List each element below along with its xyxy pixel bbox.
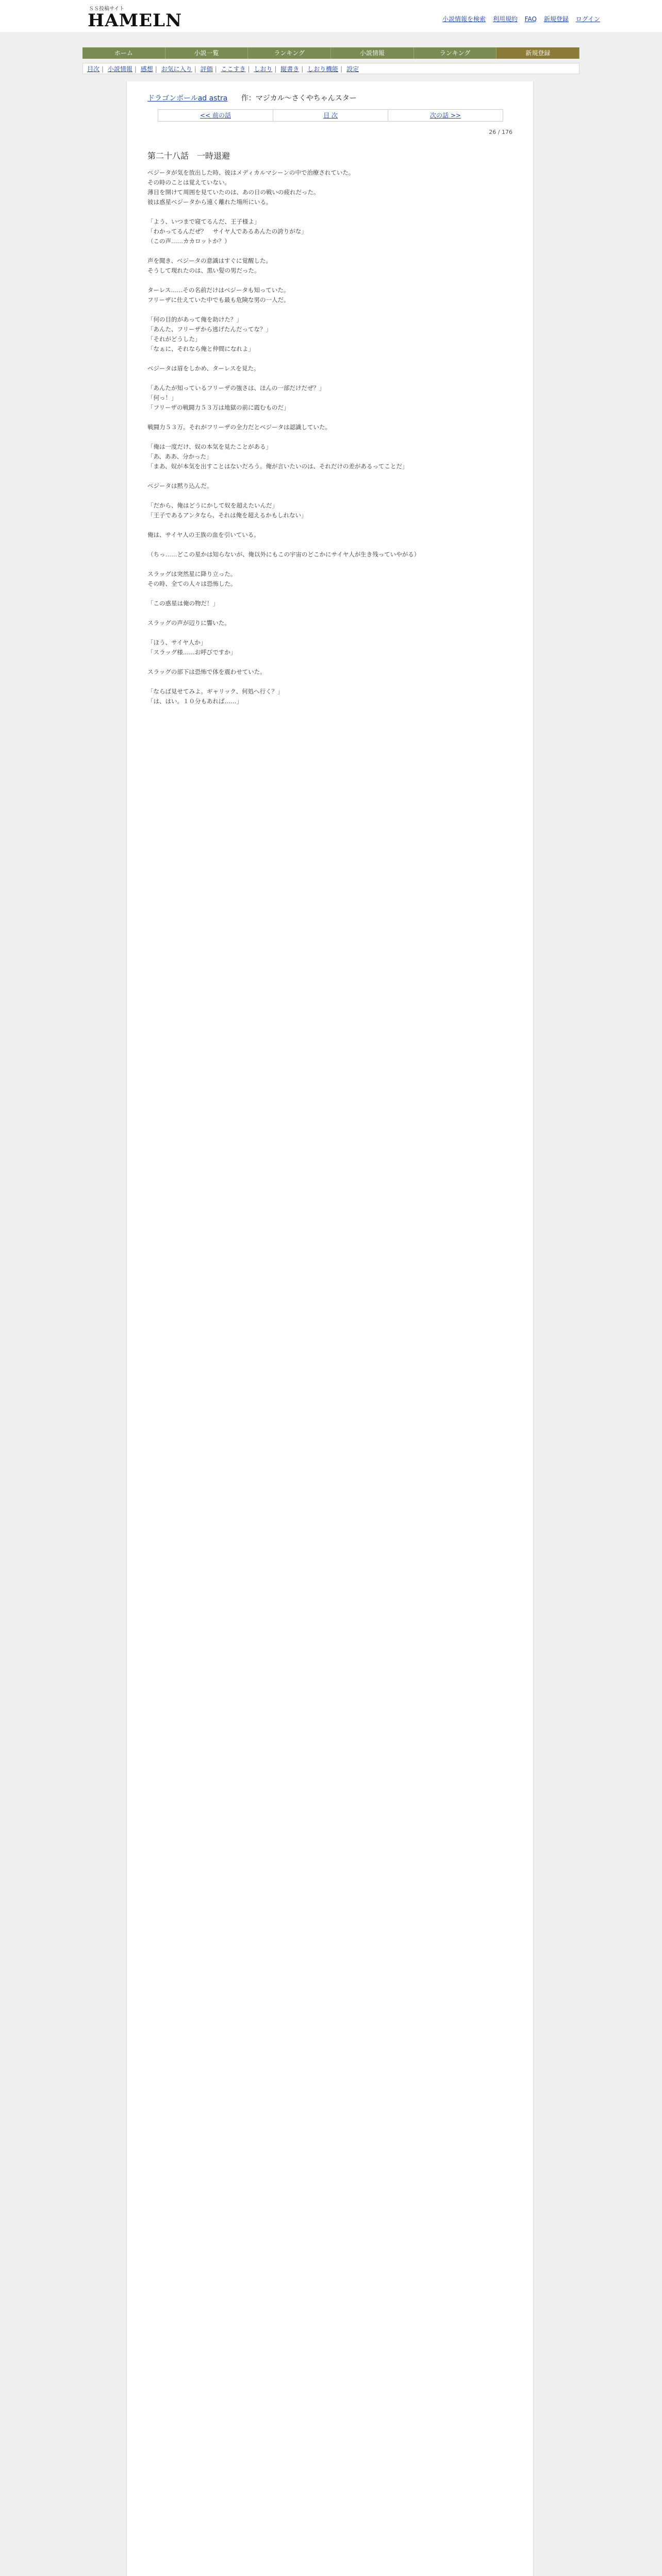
- chapter-paragraph: 俺は、サイヤ人の王族の血を引いている。: [147, 531, 260, 538]
- chapter-paragraph: （この声……カカロットか？）: [147, 238, 230, 245]
- chapter-pager: [158, 109, 503, 122]
- paragraph-gap: [147, 677, 514, 687]
- logo-tagline: ＳＳ投稿サイト: [89, 6, 125, 12]
- subnav-koko-suki[interactable]: ここすき: [221, 65, 246, 73]
- prev-chapter-link[interactable]: << 前の話: [158, 110, 273, 121]
- paragraph-gap: [147, 657, 514, 667]
- chapter-paragraph: 「だから、俺はどうにかして奴を超えたいんだ」: [147, 502, 278, 509]
- nav-ranking-2[interactable]: ランキング: [414, 47, 497, 59]
- top-link-search[interactable]: 小説情報を検索: [442, 15, 486, 23]
- paragraph-gap: [147, 374, 514, 383]
- novel-header: [147, 93, 357, 103]
- paragraph-gap: [147, 628, 514, 638]
- paragraph-gap: [147, 540, 514, 550]
- chapter-paragraph: 「あんたが知っているフリーザの強さは、ほんの一部だけだぜ？」: [147, 384, 325, 392]
- chapter-paragraph: ベジータは眉をしかめ、ターレスを見た。: [147, 365, 260, 372]
- top-link-login[interactable]: ログイン: [575, 15, 600, 23]
- paragraph-gap: [147, 608, 514, 618]
- chapter-paragraph: ベジータが気を放出した時、彼はメディカルマシーンの中で治療されていた。: [147, 169, 355, 176]
- subnav-bookmark[interactable]: しおり: [254, 65, 273, 73]
- subnav-favorite[interactable]: お気に入り: [161, 65, 192, 73]
- top-link-faq[interactable]: FAQ: [524, 15, 537, 23]
- chapter-paragraph: ターレス……その名前だけはベジータも知っていた。: [147, 286, 290, 294]
- subnav-comments[interactable]: 感想: [140, 65, 153, 73]
- chapter-paragraph: その時のことは覚えていない。: [147, 179, 230, 186]
- chapter-paragraph: 「何の目的があって俺を助けた？」: [147, 316, 242, 323]
- author-label: 作：マジカル～さくやちゃんスター: [241, 94, 357, 103]
- chapter-paragraph: スラッグは突然星に降り立った。: [147, 570, 237, 578]
- chapter-paragraph: その時、全ての人々は恐怖した。: [147, 580, 237, 587]
- paragraph-gap: [147, 413, 514, 422]
- chapter-body: [147, 168, 514, 706]
- subnav-bookmark-feature[interactable]: しおり機能: [307, 65, 339, 73]
- chapter-paragraph: 「それがどうした」: [147, 335, 201, 343]
- nav-novel-info[interactable]: 小説情報: [331, 47, 414, 59]
- chapter-paragraph: ベジータは黙り込んだ。: [147, 482, 213, 489]
- top-link-register[interactable]: 新規登録: [543, 15, 569, 23]
- page-number: 26 / 176: [489, 129, 512, 135]
- next-chapter-link[interactable]: 次の話 >>: [430, 112, 461, 119]
- chapter-paragraph: 「あ、ああ、分かった」: [147, 453, 212, 460]
- paragraph-gap: [147, 246, 514, 256]
- paragraph-gap: [147, 560, 514, 569]
- chapter-paragraph: フリーザに仕えていた中でも最も危険な男の一人だ。: [147, 296, 290, 303]
- paragraph-gap: [147, 432, 514, 442]
- chapter-paragraph: 薄目を開けて周囲を見ていたのは、あの日の戦いの疲れだった。: [147, 189, 320, 196]
- chapter-paragraph: 「まあ、奴が本気を出すことはないだろう。俺が言いたいのは、それだけの差があるってことだ」: [147, 463, 408, 470]
- chapter-paragraph: 「ならば見せてみよ。ギャリック、何処へ行く？」: [147, 688, 284, 695]
- chapter-paragraph: そうして現れたのは、黒い髪の男だった。: [147, 267, 260, 274]
- chapter-paragraph: 「は、はい。１０分もあれば……」: [147, 698, 242, 705]
- paragraph-gap: [147, 520, 514, 530]
- chapter-paragraph: 「フリーザの戦闘力５３万は地獄の前に霞むものだ」: [147, 404, 290, 411]
- nav-home[interactable]: ホーム: [82, 47, 166, 59]
- chapter-paragraph: 「よう、いつまで寝てるんだ、王子様よ」: [147, 218, 260, 225]
- nav-ranking[interactable]: ランキング: [248, 47, 331, 59]
- subnav-rating[interactable]: 評価: [200, 65, 213, 73]
- chapter-paragraph: 「ほう、サイヤ人か」: [147, 639, 207, 646]
- chapter-paragraph: 「俺は一度だけ、奴の本気を見たことがある」: [147, 443, 272, 450]
- logo-wordmark: HAMELN: [88, 10, 183, 31]
- site-logo[interactable]: [82, 4, 183, 31]
- chapter-paragraph: 彼は惑星ベジータから遠く離れた場所にいる。: [147, 198, 272, 206]
- main-nav: [82, 47, 580, 59]
- chapter-paragraph: 「なぁに、それなら俺と仲間になれよ」: [147, 345, 254, 352]
- subnav-vertical[interactable]: 縦書き: [280, 65, 300, 73]
- chapter-paragraph: 「スラッグ様……お呼びですか」: [147, 649, 237, 656]
- novel-title-link[interactable]: ドラゴンボールad astra: [147, 94, 228, 103]
- chapter-paragraph: 「あんた、フリーザから逃げたんだってな？」: [147, 326, 272, 333]
- sub-nav: 目次 | 小説情報 | 感想 | お気に入り | 評価 | ここすき | しおり | 縦書き | しおり機能 | 設定: [82, 63, 580, 74]
- top-links: [437, 14, 600, 23]
- chapter-paragraph: スラッグの部下は恐怖で体を震わせていた。: [147, 668, 266, 675]
- chapter-paragraph: 「何っ！」: [147, 394, 177, 401]
- chapter-paragraph: 「この惑星は俺の物だ！」: [147, 600, 219, 607]
- subnav-settings[interactable]: 設定: [346, 65, 359, 73]
- paragraph-gap: [147, 491, 514, 501]
- subnav-toc[interactable]: 目次: [87, 65, 100, 73]
- chapter-paragraph: 「わかってるんだぜ？ サイヤ人であるあんたの誇りがな」: [147, 228, 307, 235]
- paragraph-gap: [147, 589, 514, 599]
- top-link-terms[interactable]: 利用規約: [492, 15, 518, 23]
- top-header: [0, 0, 662, 32]
- chapter-paragraph: 「王子であるアンタなら、それは俺を超えるかもしれない」: [147, 512, 307, 519]
- chapter-paragraph: （ちっ……どこの星かは知らないが、俺以外にもこの宇宙のどこかにサイヤ人が生き残っていやがる）: [147, 551, 420, 558]
- paragraph-gap: [147, 354, 514, 364]
- paragraph-gap: [147, 207, 514, 217]
- nav-novel-list[interactable]: 小説一覧: [166, 47, 249, 59]
- chapter-paragraph: 戦闘力５３万。それがフリーザの全力だとベジータは認識していた。: [147, 423, 332, 431]
- paragraph-gap: [147, 471, 514, 481]
- toc-link[interactable]: 目 次: [273, 110, 388, 121]
- chapter-paragraph: 声を聞き、ベジータの意識はすぐに覚醒した。: [147, 257, 272, 264]
- main-content: [126, 81, 534, 2576]
- nav-register[interactable]: 新規登録: [496, 47, 580, 59]
- paragraph-gap: [147, 305, 514, 315]
- paragraph-gap: [147, 276, 514, 285]
- chapter-title: 第二十八話 一時退避: [147, 151, 230, 161]
- subnav-novel-info[interactable]: 小説情報: [107, 65, 133, 73]
- chapter-paragraph: スラッグの声が辺りに響いた。: [147, 619, 230, 626]
